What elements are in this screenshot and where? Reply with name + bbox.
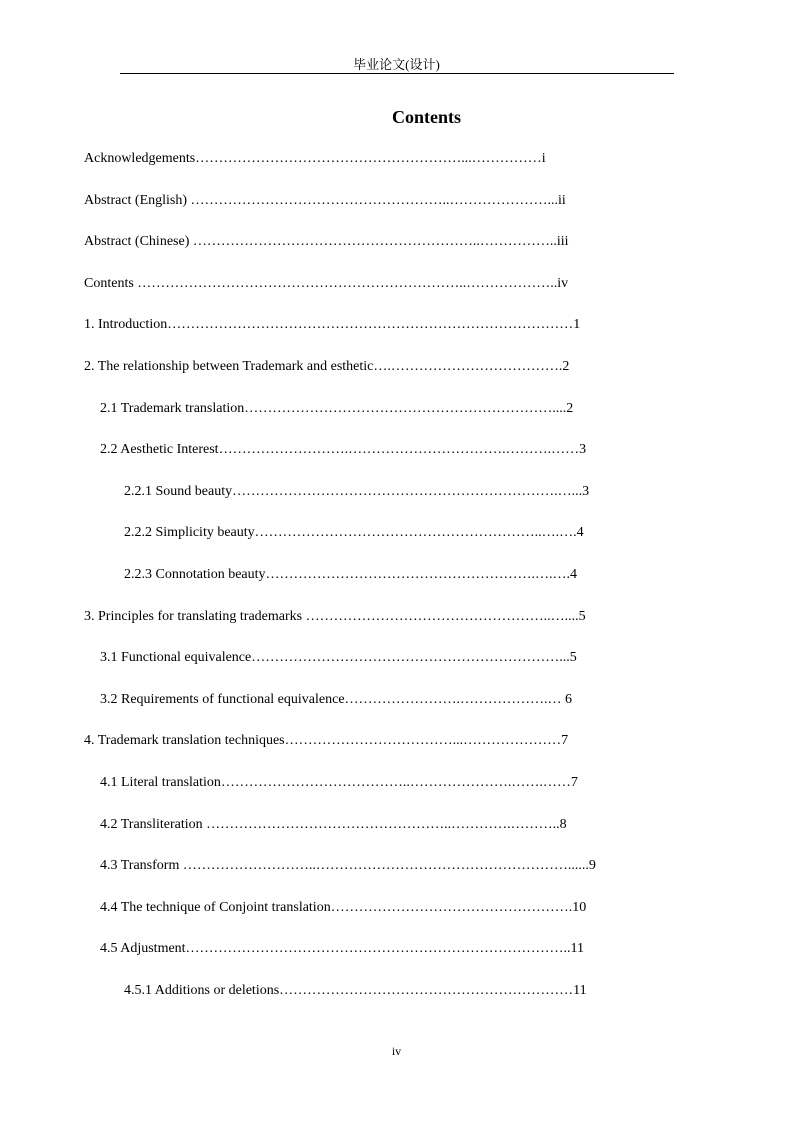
- toc-entry-section-2-2-3: 2.2.3 Connotation beauty………………………………………………….….….4: [124, 567, 578, 582]
- toc-entry-section-2-2-1: 2.2.1 Sound beauty…………………………………………………………….…...3: [124, 484, 590, 499]
- toc-entry-section-3: 3. Principles for translating trademarks ……………………………………………..…....5: [84, 609, 586, 624]
- toc-entry-section-4: 4. Trademark translation techniques………………………………...…………………7: [84, 733, 569, 748]
- page-header: 毕业论文(设计): [353, 57, 440, 72]
- toc-entry-section-2-2-2: 2.2.2 Simplicity beauty……………………………………………………..….….4: [124, 525, 584, 540]
- toc-entry-introduction: 1. Introduction……………………………………………………………………………1: [84, 317, 581, 332]
- toc-entry-section-3-2: 3.2 Requirements of functional equivalence…………………….……………….… 6: [100, 692, 573, 707]
- toc-entry-contents: Contents ……………………………………………………………..………………..iv: [84, 276, 569, 291]
- toc-entry-abstract-chinese: Abstract (Chinese) ……………………………………………………..……………..iii: [84, 234, 569, 249]
- toc-entry-section-4-2: 4.2 Transliteration ……………………………………………..………….………..8: [100, 817, 567, 832]
- toc-entry-section-4-5-1: 4.5.1 Additions or deletions………………………………………………………11: [124, 983, 587, 998]
- toc-entry-section-4-5: 4.5 Adjustment………………………………………………………………………..11: [100, 941, 585, 956]
- toc-entry-section-4-1: 4.1 Literal translation…………………………………..………………….…….……7: [100, 775, 578, 790]
- header-rule: [120, 73, 674, 74]
- toc-entry-section-3-1: 3.1 Functional equivalence…………………………………………………………...5: [100, 650, 577, 665]
- page-number: iv: [391, 1044, 402, 1058]
- page-title: Contents: [391, 107, 461, 127]
- toc-entry-acknowledgements: Acknowledgements…………………………………………………...……………i: [84, 151, 546, 166]
- toc-entry-section-2-1: 2.1 Trademark translation…………………………………………………………....2: [100, 401, 574, 416]
- toc-entry-abstract-english: Abstract (English) ………………………………………………..…………………...ii: [84, 193, 566, 208]
- toc-entry-section-2: 2. The relationship between Trademark and esthetic….……………………………….2: [84, 359, 570, 374]
- toc-entry-section-4-4: 4.4 The technique of Conjoint translation…………………………………………….10: [100, 900, 587, 915]
- toc-entry-section-4-3: 4.3 Transform ………………………..………………………………………………......9: [100, 858, 596, 873]
- toc-entry-section-2-2: 2.2 Aesthetic Interest……………………….…………………………….……….……3: [100, 442, 587, 457]
